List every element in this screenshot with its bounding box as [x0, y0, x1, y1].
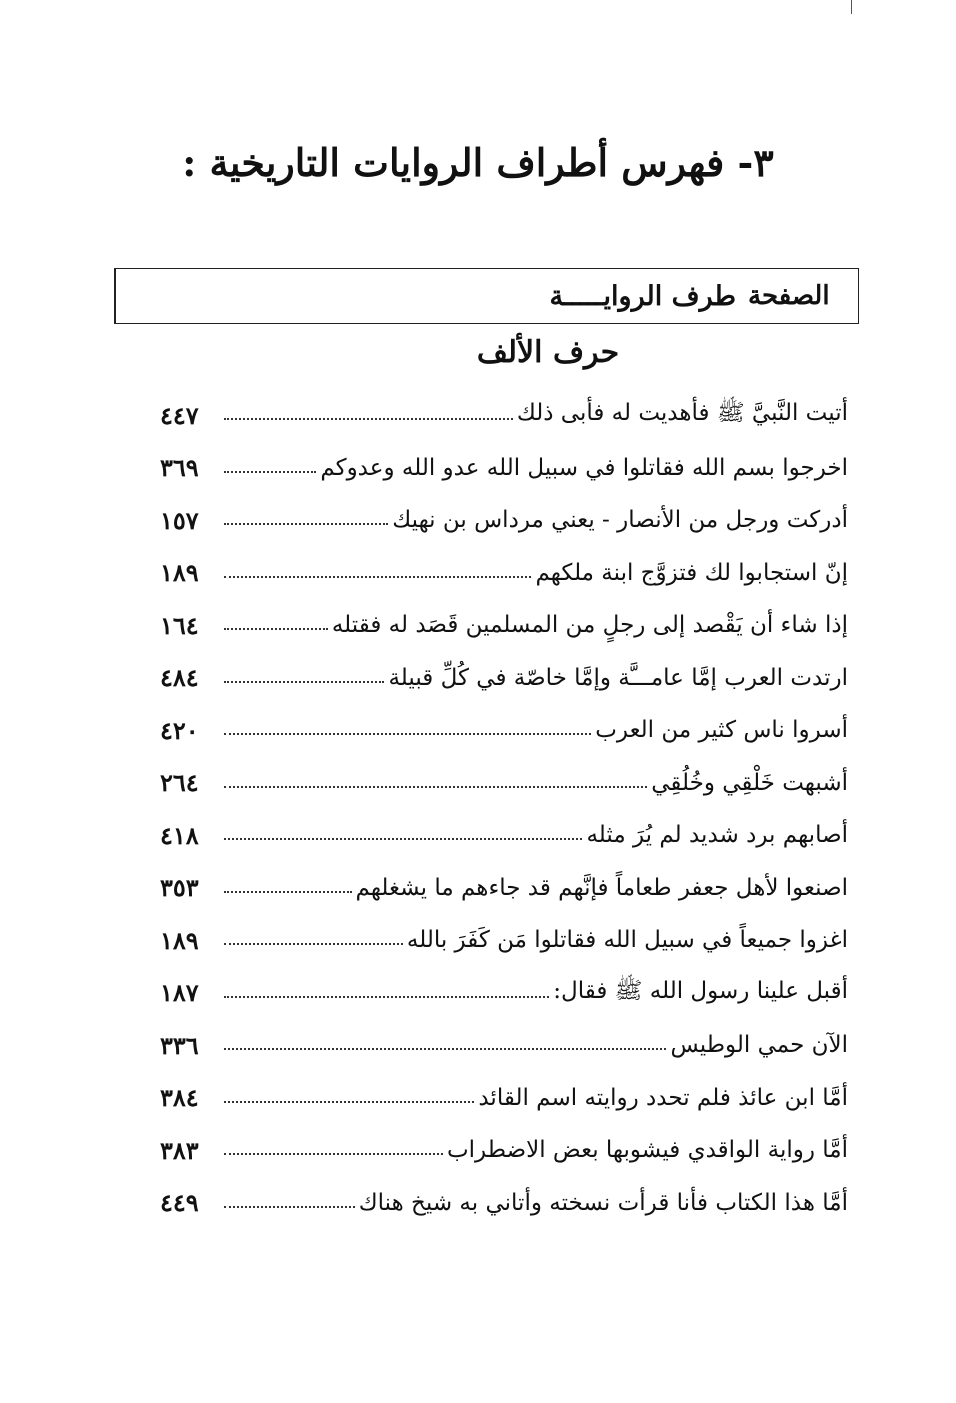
- entry-page-number: ٤٨٤: [160, 663, 199, 693]
- dot-leader: [224, 418, 513, 420]
- entry-text: أصابهم برد شديد لم يُرَ مثله: [586, 822, 848, 849]
- index-entry: [160, 1124, 848, 1177]
- index-entry: [160, 914, 848, 967]
- index-entry: [160, 494, 848, 547]
- entry-page-number: ١٦٤: [160, 610, 199, 640]
- dot-leader: [224, 1048, 666, 1050]
- entry-text: اغزوا جميعاً في سبيل الله فقاتلوا مَن كَفَرَ بالله: [406, 927, 848, 954]
- entry-page-number: ٤١٨: [160, 820, 199, 850]
- entry-page-number: ٣٦٩: [160, 453, 199, 483]
- entry-text: أمَّا ابن عائذ فلم تحدد روايته اسم القائد: [478, 1084, 848, 1111]
- dot-leader: [224, 628, 328, 630]
- dot-leader: [224, 471, 316, 473]
- index-entry: [160, 652, 848, 705]
- entry-page-number: ١٨٩: [160, 925, 199, 955]
- entry-text: الآن حمي الوطيس: [670, 1032, 848, 1059]
- index-entry: [160, 862, 848, 915]
- index-entry: [160, 599, 848, 652]
- index-entry: [160, 704, 848, 757]
- dot-leader: [224, 576, 531, 578]
- entry-text: ارتدت العرب إمَّا عامـــَّة وإمَّا خاصّة في كُلِّ قبيلة: [388, 664, 848, 691]
- dot-leader: [224, 786, 647, 788]
- dot-leader: [224, 838, 582, 840]
- entry-page-number: ٣٣٦: [160, 1030, 199, 1060]
- dot-leader: [224, 523, 388, 525]
- index-entry: [160, 757, 848, 810]
- dot-leader: [224, 1153, 443, 1155]
- entry-text: أقبل علينا رسول الله ﷺ فقال:: [553, 977, 848, 1004]
- dot-leader: [224, 996, 549, 998]
- page-edge-mark: [851, 0, 852, 14]
- dot-leader: [224, 733, 591, 735]
- index-entry: [160, 547, 848, 600]
- index-entry: [160, 1072, 848, 1125]
- index-entry: [160, 967, 848, 1020]
- index-entry: [160, 442, 848, 495]
- dot-leader: [224, 891, 352, 893]
- entry-text: أمَّا رواية الواقدي فيشوبها بعض الاضطراب: [446, 1137, 848, 1164]
- entry-text: اخرجوا بسم الله فقاتلوا في سبيل الله عدو الله وعدوكم: [320, 454, 848, 481]
- dot-leader: [224, 943, 403, 945]
- entry-text: أسروا ناس كثير من العرب: [595, 717, 848, 744]
- entry-page-number: ٣٨٤: [160, 1083, 199, 1113]
- index-table-header: [114, 268, 859, 324]
- dot-leader: [224, 1101, 474, 1103]
- dot-leader: [224, 681, 384, 683]
- entry-page-number: ١٥٧: [160, 505, 199, 535]
- index-entry: [160, 1177, 848, 1230]
- entry-page-number: ٣٨٣: [160, 1135, 199, 1165]
- index-entries: [160, 389, 848, 1229]
- header-page: الصفحة: [748, 281, 830, 311]
- entry-page-number: ٢٦٤: [160, 768, 199, 798]
- entry-text: إنّ استجابوا لك فتزوَّج ابنة ملكهم: [535, 559, 848, 586]
- header-narration: طرف الروايـــــة: [115, 269, 748, 323]
- index-entry: [160, 1019, 848, 1072]
- entry-page-number: ١٨٩: [160, 558, 199, 588]
- page-title: ٣- فهرس أطراف الروايات التاريخية :: [182, 140, 774, 185]
- entry-page-number: ٣٥٣: [160, 873, 199, 903]
- entry-page-number: ٤٤٩: [160, 1188, 199, 1218]
- index-entry: [160, 389, 848, 442]
- index-entry: [160, 809, 848, 862]
- entry-text: أمَّا هذا الكتاب فأنا قرأت نسخته وأتاني به شيخ هناك: [358, 1189, 848, 1216]
- entry-text: إذا شاء أن يَقْصد إلى رجلٍ من المسلمين قَصَد له فقتله: [331, 612, 848, 639]
- entry-page-number: ٤٤٧: [160, 400, 199, 430]
- entry-text: أدركت ورجل من الأنصار - يعني مرداس بن نهيك: [392, 507, 848, 534]
- entry-text: اصنعوا لأهل جعفر طعاماً فإنَّهم قد جاءهم ما يشغلهم: [355, 874, 848, 901]
- section-heading: حرف الألف: [476, 335, 620, 370]
- dot-leader: [224, 1206, 355, 1208]
- entry-page-number: ١٨٧: [160, 978, 199, 1008]
- entry-text: أشبهت خَلْقِي وخُلُقِي: [651, 769, 848, 796]
- entry-text: أتيت النَّبيَّ ﷺ فأهديت له فأبى ذلك: [516, 400, 848, 427]
- entry-page-number: ٤٢٠: [160, 715, 199, 745]
